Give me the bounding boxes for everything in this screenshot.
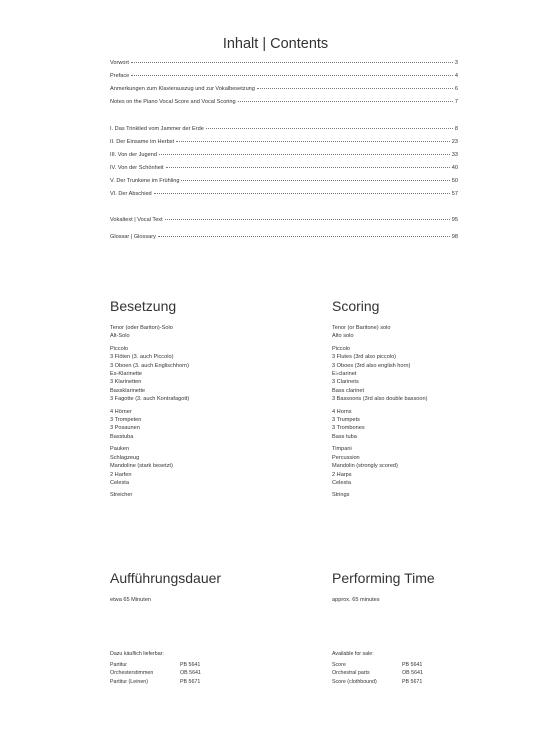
toc-entry[interactable]	[110, 191, 458, 204]
instrument-line: 3 Trumpets	[332, 417, 360, 424]
toc-entry[interactable]	[110, 165, 458, 178]
toc-entry-label: Preface	[110, 73, 130, 79]
toc-leader	[154, 193, 450, 194]
availability-item	[110, 669, 310, 677]
duration-en-column	[332, 570, 532, 604]
toc-entry-page: 6	[454, 86, 458, 92]
availability-en-list	[332, 661, 532, 686]
toc-entry[interactable]	[110, 234, 458, 247]
toc-entry[interactable]	[110, 139, 458, 152]
instrument-line: 3 Trombones	[332, 425, 365, 432]
instrument-group	[110, 408, 310, 442]
scoring-en-column	[332, 298, 532, 500]
instrument-group	[332, 408, 532, 442]
instrument-line: Bass tuba	[332, 433, 357, 440]
toc-entry[interactable]	[110, 178, 458, 191]
toc-leader	[238, 101, 453, 102]
instrument-line: 2 Harps	[332, 471, 352, 478]
availability-en-column	[332, 650, 532, 686]
availability-item-name: Score (clothbound)	[332, 678, 377, 685]
instrument-line: Basstuba	[110, 433, 134, 440]
instrument-line: Alto solo	[332, 333, 354, 340]
scoring-de-column	[110, 298, 310, 500]
instrument-group	[110, 445, 310, 487]
instrument-line: Celesta	[110, 479, 129, 486]
instrument-group	[110, 324, 310, 341]
toc-entry-page: 23	[451, 139, 458, 145]
scoring-en-list	[332, 324, 532, 500]
toc-entry[interactable]	[110, 152, 458, 165]
availability-item-code: PB 5641	[180, 662, 201, 669]
availability-en-heading: Available for sale:	[332, 651, 374, 657]
instrument-line: Pauken	[110, 446, 129, 453]
availability-item-code: OB 5641	[402, 670, 423, 677]
availability-de-list	[110, 661, 310, 686]
toc-entry-page: 33	[451, 152, 458, 158]
toc-entry-label: I. Das Trinklied vom Jammer der Erde	[110, 126, 204, 132]
toc-entry-label: VI. Der Abschied	[110, 191, 152, 197]
instrument-line: 3 Oboes (3rd also english horn)	[332, 362, 411, 369]
instrument-group	[332, 491, 532, 499]
instrument-line: Piccolo	[332, 345, 351, 352]
instrument-line: E♭clarinet	[332, 371, 357, 378]
page-title: Inhalt | Contents	[222, 36, 329, 52]
duration-de-column	[110, 570, 310, 604]
toc-entry-label: Anmerkungen zum Klavierauszug und zur Vokalbesetzung	[110, 86, 255, 92]
toc-entry-label: II. Der Einsame im Herbst	[110, 139, 175, 145]
availability-item	[110, 678, 310, 686]
toc-entry-label: Vokaltext | Vocal Text	[110, 217, 163, 223]
availability-item-name: Score	[332, 662, 346, 669]
instrument-line: 3 Bassoons (3rd also double bassoon)	[332, 396, 428, 403]
instrument-line: 3 Posaunen	[110, 425, 140, 432]
toc-leader	[165, 219, 450, 220]
toc-entry[interactable]	[110, 86, 458, 99]
toc-entry-label: Vorwort	[110, 60, 129, 66]
toc-leader	[131, 62, 453, 63]
scoring-en-heading: Scoring	[332, 298, 380, 314]
instrument-line: Tenor (oder Bariton)-Solo	[110, 325, 173, 331]
instrument-group	[110, 345, 310, 404]
toc-leader	[181, 180, 449, 181]
availability-de-column	[110, 650, 310, 686]
instrument-line: Mandoline (stark besetzt)	[110, 463, 173, 470]
duration-en-value: approx. 65 minutes	[332, 597, 380, 603]
instrument-line: Celesta	[332, 479, 351, 486]
availability-item-code: PB 5671	[180, 678, 201, 685]
toc-entry-label: V. Der Trunkene im Frühling	[110, 178, 180, 184]
instrument-line: Alt-Solo	[110, 333, 130, 340]
toc-entry-label: Notes on the Piano Vocal Score and Vocal Scoring	[110, 99, 236, 105]
instrument-line: Piccolo	[110, 345, 129, 352]
availability-item-name: Orchesterstimmen	[110, 670, 154, 677]
toc-entry[interactable]	[110, 217, 458, 230]
toc-leader	[158, 236, 450, 237]
duration-de-value: etwa 65 Minuten	[110, 597, 152, 603]
duration-en-heading: Performing Time	[332, 570, 435, 586]
instrument-line: 4 Hörner	[110, 408, 132, 415]
toc-appendix	[110, 217, 458, 247]
availability-item-code: OB 5641	[180, 670, 201, 677]
instrument-line: Schlagzeug	[110, 454, 140, 461]
toc-entry-page: 98	[451, 234, 458, 240]
instrument-line: 3 Flöten (3. auch Piccolo)	[110, 354, 174, 361]
instrument-line: 3 Clarinets	[332, 379, 359, 386]
availability-item-code: PB 5671	[402, 678, 423, 685]
availability-item-name: Partitur (Leinen)	[110, 678, 148, 685]
toc-entry-label: Glossar | Glossary	[110, 234, 156, 240]
availability-de-heading: Dazu käuflich lieferbar:	[110, 651, 164, 657]
instrument-line: 3 Fagotte (3. auch Kontrafagott)	[110, 396, 190, 403]
instrument-line: Streicher	[110, 492, 133, 499]
toc-entry[interactable]	[110, 60, 458, 73]
instrument-group	[332, 445, 532, 487]
availability-item	[110, 661, 310, 669]
toc-entry[interactable]	[110, 99, 458, 112]
toc-entry-label: III. Von der Jugend	[110, 152, 157, 158]
instrument-line: Mandolin (strongly scored)	[332, 463, 398, 470]
instrument-group	[332, 324, 532, 341]
toc-entry-page: 4	[454, 73, 458, 79]
availability-item	[332, 661, 532, 669]
instrument-line: Percussion	[332, 454, 360, 461]
toc-entry-label: IV. Von der Schönheit	[110, 165, 164, 171]
instrument-line: 3 Trompeten	[110, 417, 142, 424]
instrument-line: 3 Klarinetten	[110, 379, 142, 386]
availability-item-name: Partitur	[110, 662, 128, 669]
toc-entry-page: 57	[451, 191, 458, 197]
instrument-line: Tenor (or Baritone) solo	[332, 325, 391, 331]
toc-entry-page: 95	[451, 217, 458, 223]
availability-item	[332, 669, 532, 677]
toc-entry-page: 40	[451, 165, 458, 171]
duration-de-heading: Aufführungsdauer	[110, 570, 222, 586]
toc-entry-page: 50	[451, 178, 458, 184]
instrument-group	[332, 345, 532, 404]
toc-leader	[166, 167, 450, 168]
instrument-line: Timpani	[332, 446, 352, 453]
instrument-line: 4 Horns	[332, 408, 352, 415]
toc-entry-page: 3	[454, 60, 458, 66]
toc-entry-page: 7	[454, 99, 458, 105]
availability-item-name: Orchestral parts	[332, 670, 370, 677]
toc-entry[interactable]	[110, 73, 458, 86]
instrument-line: Bassklarinette	[110, 387, 146, 394]
toc-leader	[131, 75, 453, 76]
instrument-line: Es-Klarinette	[110, 371, 143, 378]
toc-leader	[206, 128, 453, 129]
scoring-de-list	[110, 324, 310, 500]
toc-entry-page: 8	[454, 126, 458, 132]
instrument-line: 3 Flutes (3rd also piccolo)	[332, 354, 397, 361]
toc-leader	[176, 141, 450, 142]
instrument-line: Strings	[332, 492, 350, 499]
toc-front-matter	[110, 60, 458, 112]
instrument-line: 2 Harfen	[110, 471, 132, 478]
toc-movements	[110, 126, 458, 204]
scoring-de-heading: Besetzung	[110, 298, 177, 314]
instrument-group	[110, 491, 310, 499]
instrument-line: Bass clarinet	[332, 387, 365, 394]
toc-leader	[257, 88, 453, 89]
availability-item	[332, 678, 532, 686]
toc-leader	[159, 154, 450, 155]
instrument-line: 3 Oboen (3. auch Englischhorn)	[110, 362, 189, 369]
availability-item-code: PB 5641	[402, 662, 423, 669]
toc-entry[interactable]	[110, 126, 458, 139]
